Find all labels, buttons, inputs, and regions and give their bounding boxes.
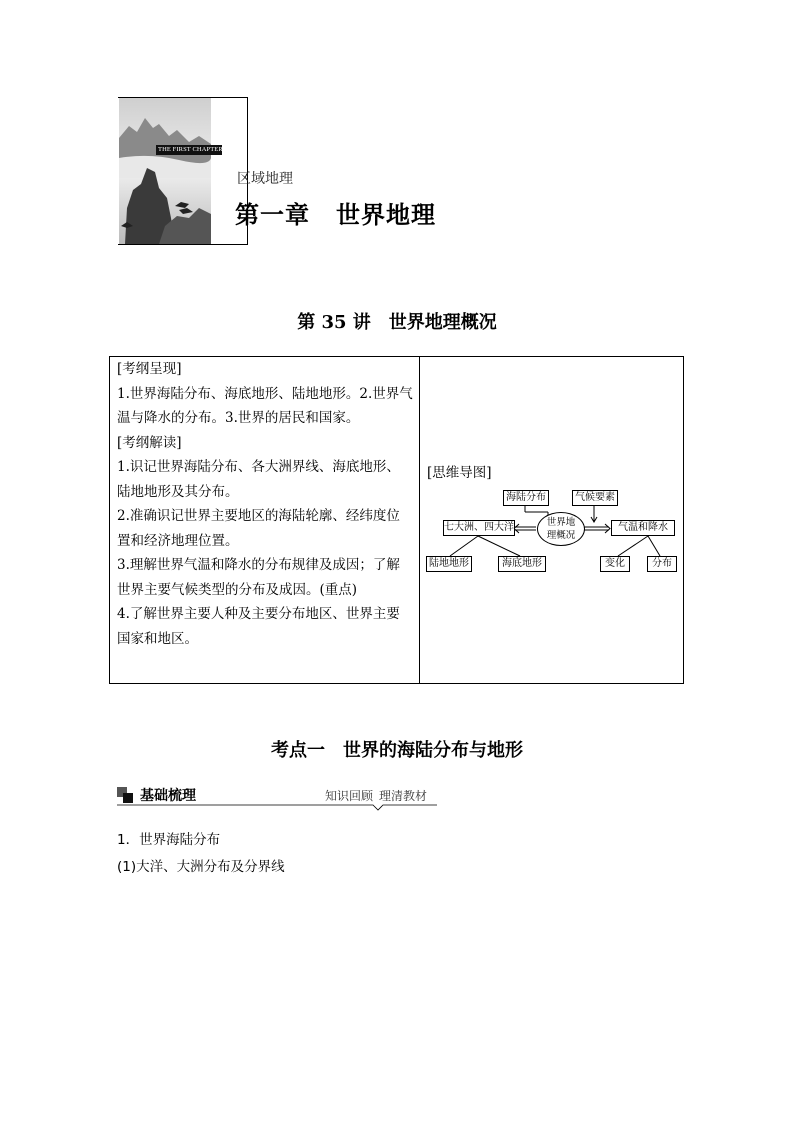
outline-line: 世界主要气候类型的分布及成因。(重点): [117, 581, 358, 598]
outline-line: 4.了解世界主要人种及主要分布地区、世界主要: [117, 606, 400, 622]
chapter-name: 世界地理: [336, 201, 436, 229]
outline-line: 国家和地区。: [117, 630, 198, 647]
outline-line: 2.准确识记世界主要地区的海陆轮廓、经纬度位: [117, 508, 400, 524]
chapter-number: 第一章: [235, 201, 310, 229]
mindmap-node-land-sea-dist: [503, 490, 549, 506]
outline-line: [考纲解读]: [117, 434, 182, 451]
basics-header: [117, 785, 437, 813]
lecture-number: 第 35 讲: [297, 312, 371, 333]
body-subheading: (1)大洋、大洲分布及分界线: [117, 859, 285, 875]
mindmap-node-text: 海陆分布: [506, 492, 546, 503]
outline-line: 置和经济地理位置。: [117, 532, 239, 549]
section-number: 考点一: [271, 740, 325, 761]
chapter-subtitle: 区域地理: [237, 171, 293, 187]
basics-underline: [117, 785, 437, 813]
section-title: [0, 736, 794, 762]
chapter-banner: THE FIRST CHAPTER: [158, 146, 223, 153]
mindmap-center: [537, 512, 585, 546]
mindmap-node-text: 七大洲、四大洋: [444, 522, 514, 533]
lecture-title: [0, 308, 794, 334]
outline-table: [109, 356, 684, 684]
basics-label: 基础梳理: [140, 788, 196, 804]
mindmap-node-text: 陆地地形: [429, 558, 469, 569]
section-name: 世界的海陆分布与地形: [343, 740, 523, 761]
mindmap-node-land-landform: [426, 556, 472, 572]
mindmap-node-distribution: [647, 556, 677, 572]
table-divider: [419, 357, 420, 683]
chapter-cover-image: [119, 98, 211, 244]
chapter-title: [235, 195, 436, 230]
outline-requirements: [117, 357, 414, 651]
outline-line: 1.识记世界海陆分布、各大洲界线、海底地形、: [117, 459, 400, 475]
lecture-name: 世界地理概况: [388, 312, 497, 333]
outline-line: 温与降水的分布。3.世界的居民和国家。: [117, 410, 360, 426]
outline-line: 1.世界海陆分布、海底地形、陆地地形。2.世界气: [117, 385, 413, 402]
frame-line: [118, 97, 248, 98]
body-heading: 1．世界海陆分布: [117, 832, 221, 848]
mindmap-center-line: 理概况: [546, 530, 576, 541]
basics-tag: 知识回顾: [325, 789, 374, 803]
mindmap-center-line: 世界地: [546, 517, 576, 528]
mindmap-node-text: 气温和降水: [618, 522, 668, 533]
outline-line: [考纲呈现]: [117, 361, 182, 377]
mindmap-node-text: 分布: [652, 558, 672, 569]
mindmap-label: [思维导图]: [427, 465, 492, 481]
mindmap-node-temperature: [611, 520, 675, 536]
frame-line: [118, 244, 248, 245]
mindmap-node-text: 海底地形: [502, 558, 542, 569]
outline-line: 陆地地形及其分布。: [117, 483, 239, 500]
chapter-header: [118, 97, 248, 245]
mindmap-node-seven-continents: [443, 520, 515, 536]
mindmap-node-text: 变化: [605, 558, 625, 569]
mindmap-node-text: 气候要素: [575, 492, 615, 503]
basics-tag: 理清教材: [379, 789, 428, 803]
outline-line: 3.理解世界气温和降水的分布规律及成因；了解: [117, 557, 400, 573]
mindmap-node-change: [600, 556, 630, 572]
mindmap-node-seafloor-landform: [498, 556, 546, 572]
mindmap-node-climate-factors: [572, 490, 618, 506]
